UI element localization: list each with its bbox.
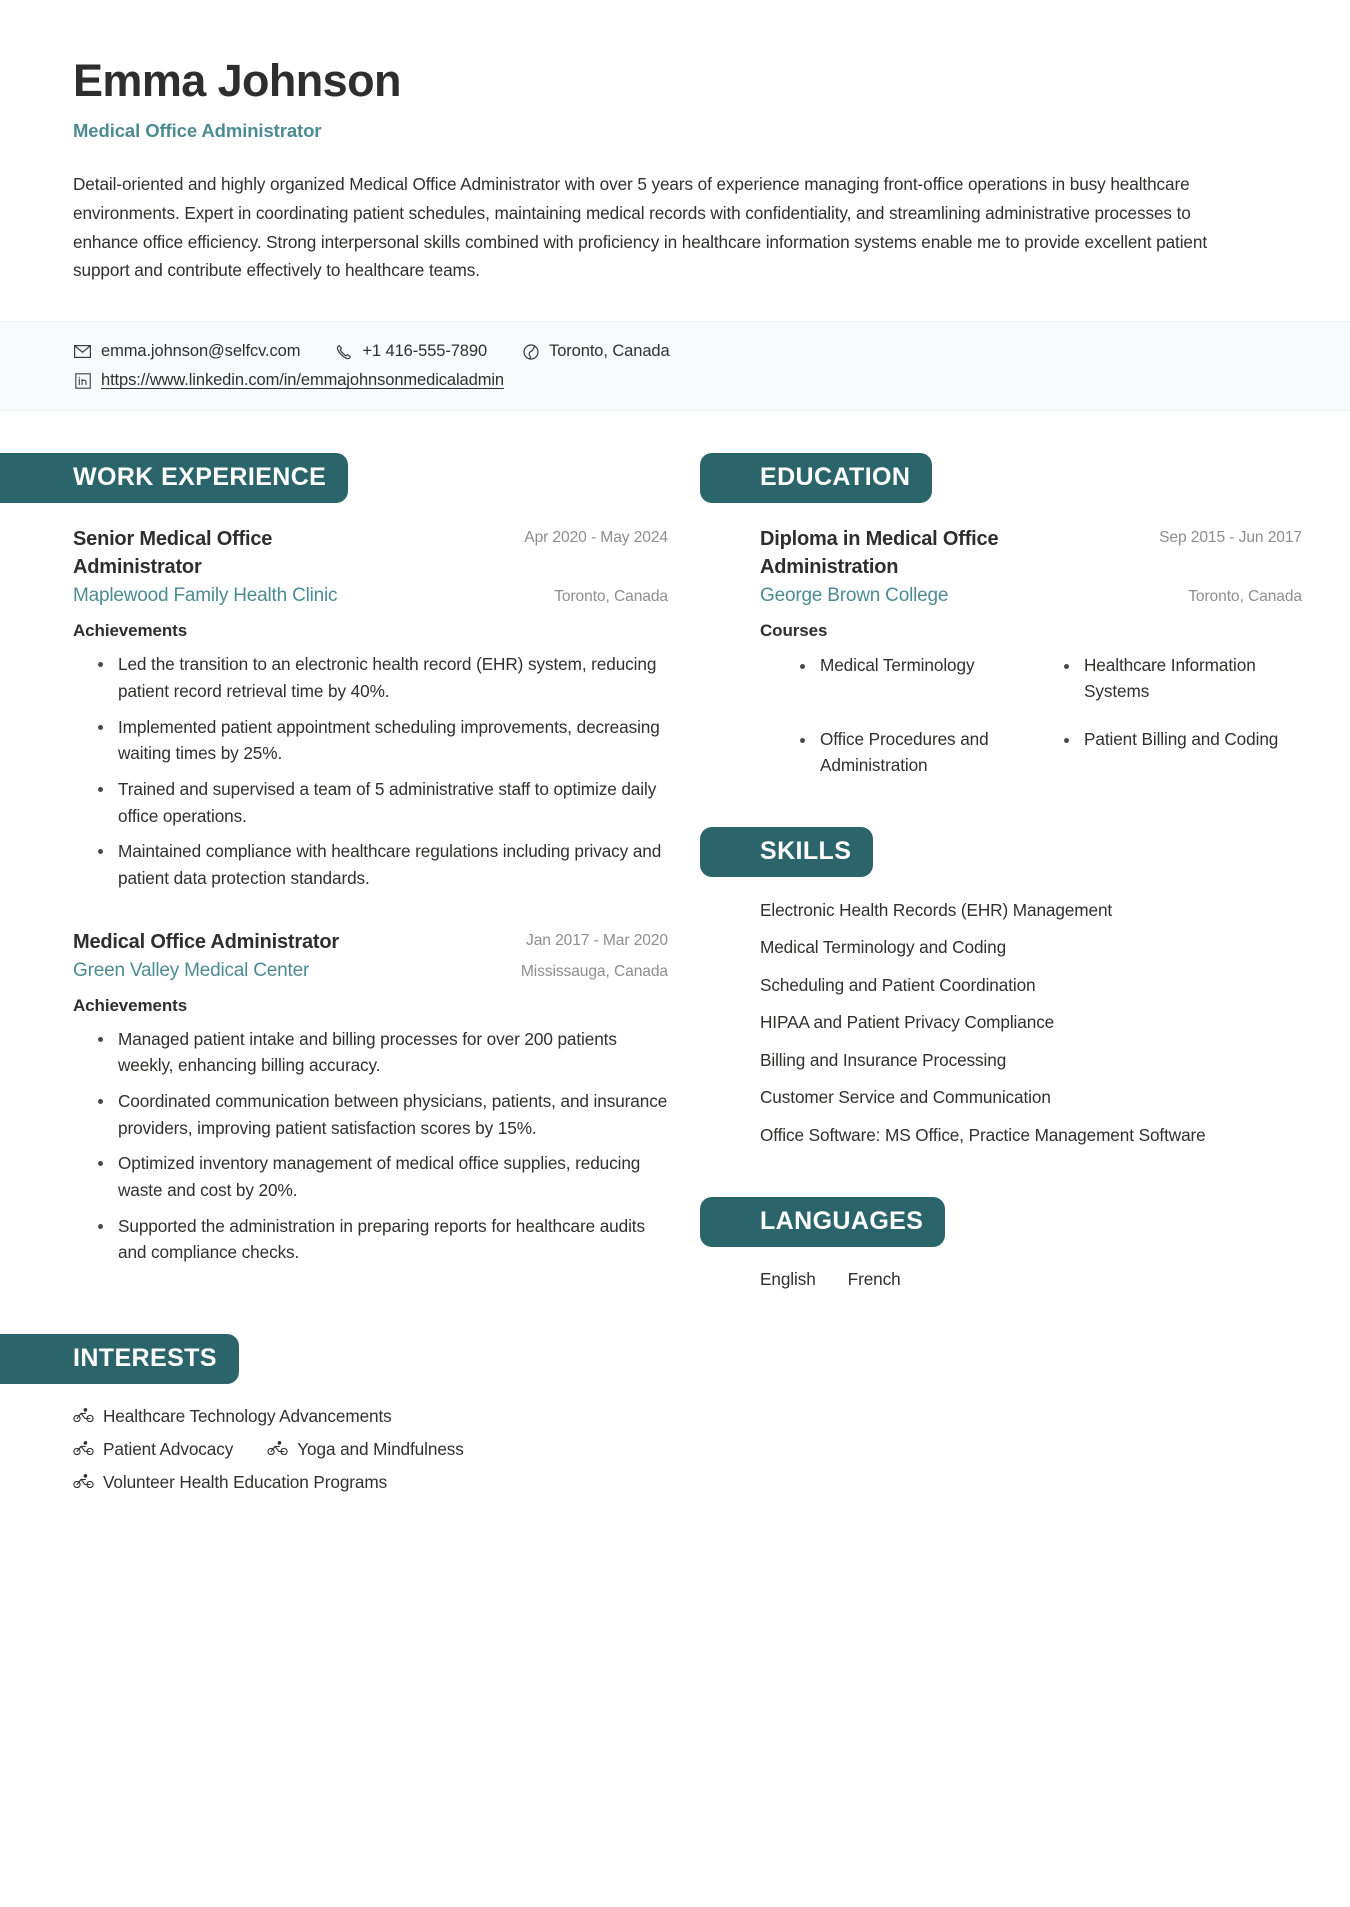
work-entry-sub-label: Achievements bbox=[73, 995, 188, 1015]
globe-icon bbox=[521, 342, 540, 361]
section-header-languages: LANGUAGES bbox=[700, 1197, 945, 1247]
skill-item: Customer Service and Communication bbox=[760, 1087, 1051, 1108]
contact-email-text: emma.johnson@selfcv.com bbox=[101, 342, 301, 361]
candidate-name: Emma Johnson bbox=[73, 55, 401, 106]
education-entry-organization: George Brown College bbox=[760, 585, 949, 607]
contact-location bbox=[521, 342, 670, 361]
work-entry-sub bbox=[73, 960, 668, 982]
bicycle-icon bbox=[73, 1408, 94, 1424]
work-entry-sub-label: Achievements bbox=[73, 621, 188, 641]
education-entry-location: Toronto, Canada bbox=[1188, 588, 1302, 606]
work-entry-bullets bbox=[73, 1026, 668, 1266]
work-entry-head bbox=[73, 525, 668, 581]
course-item: Healthcare Information Systems bbox=[1062, 653, 1302, 705]
section-languages bbox=[700, 1197, 1350, 1290]
contact-linkedin-text[interactable]: https://www.linkedin.com/in/emmajohnsonmedicaladmin bbox=[101, 371, 505, 390]
contact-bar bbox=[0, 321, 1350, 411]
work-entry-location: Mississauga, Canada bbox=[520, 962, 668, 980]
resume-header bbox=[0, 0, 1350, 285]
contact-phone-text: +1 416-555-7890 bbox=[362, 342, 488, 361]
education-entry-sub-label: Courses bbox=[760, 621, 828, 641]
interest-row bbox=[73, 1406, 668, 1427]
interest-label: Healthcare Technology Advancements bbox=[103, 1405, 392, 1426]
contact-row-primary bbox=[73, 342, 1280, 361]
work-bullet: Coordinated communication between physicians, patients, and insurance providers, improving patient satisfaction scores by 15%. bbox=[118, 1088, 668, 1141]
work-entry-bullets bbox=[73, 651, 668, 891]
course-item: Office Procedures and Administration bbox=[798, 727, 1038, 779]
left-column bbox=[0, 411, 700, 1493]
section-header-interests: INTERESTS bbox=[0, 1334, 239, 1384]
work-bullet: Maintained compliance with healthcare regulations including privacy and patient data protection standards. bbox=[118, 838, 668, 891]
skill-item: Electronic Health Records (EHR) Management bbox=[760, 899, 1113, 920]
work-bullet: Implemented patient appointment scheduling improvements, decreasing waiting times by 25%. bbox=[118, 714, 668, 767]
work-bullet: Led the transition to an electronic health record (EHR) system, reducing patient record retrieval time by 40%. bbox=[118, 651, 668, 704]
work-entry bbox=[73, 525, 668, 891]
interest-label: Yoga and Mindfulness bbox=[297, 1438, 464, 1459]
work-entry-location: Toronto, Canada bbox=[554, 588, 668, 606]
right-column bbox=[700, 411, 1350, 1493]
work-entry-dates: Jan 2017 - Mar 2020 bbox=[526, 931, 668, 949]
work-entry-head bbox=[73, 928, 668, 956]
interest-label: Volunteer Health Education Programs bbox=[103, 1471, 388, 1492]
work-entry-organization: Maplewood Family Health Clinic bbox=[73, 585, 338, 607]
work-bullet: Supported the administration in preparing reports for healthcare audits and compliance checks. bbox=[118, 1213, 668, 1266]
interest-item bbox=[73, 1406, 392, 1427]
work-entry-organization: Green Valley Medical Center bbox=[73, 959, 310, 981]
contact-phone[interactable] bbox=[334, 342, 487, 361]
bicycle-icon bbox=[73, 1441, 94, 1457]
work-experience-entries bbox=[0, 525, 700, 1266]
interest-label: Patient Advocacy bbox=[103, 1438, 234, 1459]
professional-summary: Detail-oriented and highly organized Medical Office Administrator with over 5 years of experience managing front-office operations in busy healthcare environments. Expert in coordinating patient schedules, maintaining medical records with confidentiality, and streamlining administrative processes to enhance office efficiency. Strong interpersonal skills combined with proficiency in healthcare information systems enable me to provide excellent patient support and contribute effectively to healthcare teams. bbox=[73, 173, 1208, 281]
course-item: Medical Terminology bbox=[798, 653, 1038, 705]
education-entry-sub bbox=[760, 585, 1302, 607]
section-interests bbox=[0, 1334, 700, 1493]
bicycle-icon bbox=[267, 1441, 288, 1457]
linkedin-icon bbox=[73, 371, 92, 390]
contact-linkedin[interactable] bbox=[73, 371, 504, 390]
interest-row bbox=[73, 1472, 668, 1493]
section-header-skills: SKILLS bbox=[700, 827, 873, 877]
section-header-education: EDUCATION bbox=[700, 453, 932, 503]
interest-item bbox=[73, 1472, 387, 1493]
contact-email[interactable] bbox=[73, 342, 300, 361]
candidate-job-title: Medical Office Administrator bbox=[73, 119, 322, 141]
work-entry-dates: Apr 2020 - May 2024 bbox=[524, 529, 668, 547]
phone-icon bbox=[334, 342, 353, 361]
interests-content bbox=[0, 1406, 700, 1493]
skills-list bbox=[700, 897, 1350, 1150]
section-skills bbox=[700, 827, 1350, 1150]
interest-item bbox=[267, 1439, 464, 1460]
interest-item bbox=[73, 1439, 233, 1460]
work-bullet: Optimized inventory management of medical office supplies, reducing waste and cost by 20%. bbox=[118, 1150, 668, 1203]
work-bullet: Managed patient intake and billing processes for over 200 patients weekly, enhancing billing accuracy. bbox=[118, 1026, 668, 1079]
interests-rows bbox=[73, 1406, 668, 1493]
education-courses-grid bbox=[760, 653, 1302, 778]
resume-body bbox=[0, 411, 1350, 1493]
skill-item: HIPAA and Patient Privacy Compliance bbox=[760, 1012, 1055, 1033]
envelope-icon bbox=[73, 342, 92, 361]
interest-row bbox=[73, 1439, 668, 1460]
work-entry-title: Senior Medical Office Administrator bbox=[73, 528, 273, 579]
work-entry bbox=[73, 928, 668, 1266]
section-work-experience bbox=[0, 453, 700, 1266]
language-item: French bbox=[847, 1269, 901, 1290]
section-header-work-experience: WORK EXPERIENCE bbox=[0, 453, 348, 503]
education-entry-head bbox=[760, 525, 1302, 581]
contact-location-text: Toronto, Canada bbox=[549, 342, 670, 361]
section-education bbox=[700, 453, 1350, 778]
bicycle-icon bbox=[73, 1474, 94, 1490]
education-entry-title: Diploma in Medical Office Administration bbox=[760, 528, 999, 579]
skill-item: Billing and Insurance Processing bbox=[760, 1049, 1007, 1070]
work-entry-sub bbox=[73, 585, 668, 607]
skill-item: Office Software: MS Office, Practice Management Software bbox=[760, 1124, 1206, 1145]
course-item: Patient Billing and Coding bbox=[1062, 727, 1302, 779]
education-entry bbox=[760, 525, 1302, 778]
education-entry-dates: Sep 2015 - Jun 2017 bbox=[1159, 529, 1302, 547]
work-entry-title: Medical Office Administrator bbox=[73, 930, 339, 953]
education-entries bbox=[700, 525, 1350, 778]
skill-item: Scheduling and Patient Coordination bbox=[760, 974, 1036, 995]
contact-row-secondary bbox=[73, 371, 1280, 390]
skill-item: Medical Terminology and Coding bbox=[760, 937, 1007, 958]
work-bullet: Trained and supervised a team of 5 administrative staff to optimize daily office operations. bbox=[118, 776, 668, 829]
languages-list bbox=[700, 1269, 1350, 1290]
language-item: English bbox=[760, 1269, 816, 1290]
